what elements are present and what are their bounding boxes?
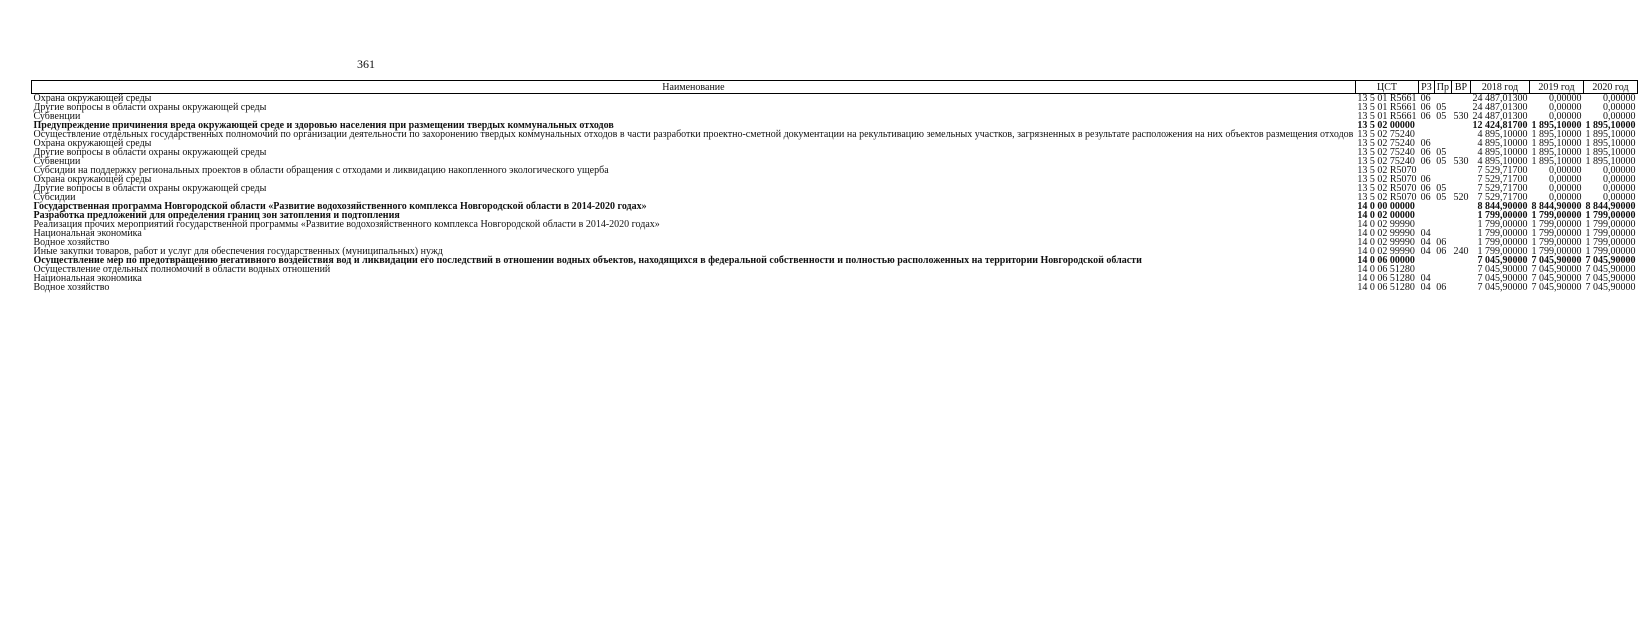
row-value-2019: 0,00000 bbox=[1549, 192, 1582, 203]
row-vr: 530 bbox=[1453, 111, 1469, 122]
row-pr: 06 bbox=[1436, 282, 1447, 293]
row-name: Водное хозяйство bbox=[33, 282, 110, 293]
row-name: Охрана окружающей среды bbox=[33, 138, 152, 149]
row-value-2020: 0,00000 bbox=[1603, 192, 1636, 203]
row-value-2019: 7 045,90000 bbox=[1531, 273, 1582, 284]
row-vr bbox=[1452, 175, 1471, 184]
row-value-2020: 1 895,10000 bbox=[1585, 147, 1636, 158]
row-pr: 05 bbox=[1436, 183, 1447, 194]
row-pr: 05 bbox=[1436, 192, 1447, 203]
row-name: Водное хозяйство bbox=[33, 237, 110, 248]
row-name: Субвенции bbox=[33, 156, 81, 167]
row-vr bbox=[1452, 130, 1471, 139]
row-rz: 04 bbox=[1420, 228, 1431, 239]
row-value-2018: 7 529,71700 bbox=[1477, 174, 1528, 185]
row-vr bbox=[1452, 211, 1471, 220]
row-name: Охрана окружающей среды bbox=[33, 93, 152, 104]
row-name: Субсидии bbox=[33, 192, 76, 203]
row-cst: 13 5 02 R5070 bbox=[1357, 192, 1417, 203]
row-cst: 14 0 06 00000 bbox=[1357, 255, 1415, 266]
row-name: Субсидии на поддержку региональных проектов в области обращения с отходами и ликвидацию накопленного экологического ущерба bbox=[33, 165, 609, 176]
row-value-2019: 1 799,00000 bbox=[1531, 246, 1582, 257]
row-cst: 14 0 06 51280 bbox=[1357, 273, 1415, 284]
row-pr bbox=[1434, 220, 1451, 229]
row-cst: 13 5 02 R5070 bbox=[1357, 174, 1417, 185]
row-value-2020: 0,00000 bbox=[1603, 102, 1636, 113]
row-value-2020: 0,00000 bbox=[1603, 111, 1636, 122]
row-value-2019: 1 895,10000 bbox=[1531, 129, 1582, 140]
row-value-2019: 1 895,10000 bbox=[1531, 156, 1582, 167]
row-value-2020: 0,00000 bbox=[1603, 165, 1636, 176]
row-value-2018: 1 799,00000 bbox=[1477, 246, 1528, 257]
header-row bbox=[32, 81, 1638, 94]
column-header-cst: ЦСТ bbox=[1355, 81, 1418, 94]
row-value-2019: 0,00000 bbox=[1549, 165, 1582, 176]
row-value-2020: 7 045,90000 bbox=[1585, 282, 1636, 293]
row-value-2018: 24 487,01300 bbox=[1472, 102, 1528, 113]
row-value-2020: 8 844,90000 bbox=[1585, 201, 1636, 212]
table-row bbox=[32, 283, 1638, 292]
column-header-2018: 2018 год bbox=[1471, 81, 1530, 94]
row-value-2018: 4 895,10000 bbox=[1477, 129, 1528, 140]
row-name: Осуществление отдельных полномочий в области водных отношений bbox=[33, 264, 331, 275]
row-value-2019: 1 799,00000 bbox=[1531, 210, 1582, 221]
row-value-2019: 1 895,10000 bbox=[1531, 147, 1582, 158]
row-name: Осуществление мер по предотвращению негативного воздействия вод и ликвидации его последствий в отношении водных объектов, находящихся в федеральной собственности и полностью расположенных на территории Новгородской области bbox=[33, 255, 1142, 266]
row-rz: 06 bbox=[1420, 138, 1431, 149]
row-value-2020: 1 895,10000 bbox=[1585, 156, 1636, 167]
row-cst: 14 0 00 00000 bbox=[1357, 201, 1415, 212]
row-name: Другие вопросы в области охраны окружающей среды bbox=[33, 183, 267, 194]
row-name: Другие вопросы в области охраны окружающей среды bbox=[33, 147, 267, 158]
row-name: Разработка предложений для определения границ зон затопления и подтопления bbox=[33, 210, 400, 221]
row-value-2018: 7 529,71700 bbox=[1477, 192, 1528, 203]
row-name: Осуществление отдельных государственных полномочий по организации деятельности по захоронению твердых коммунальных отходов в части разработки проектно-сметной документации на рекультивацию земельных участков, загрязненных в результате расположения на них объектов размещения отходов bbox=[33, 129, 1354, 140]
column-header-name: Наименование bbox=[32, 81, 1356, 94]
row-pr bbox=[1434, 211, 1451, 220]
row-value-2018: 4 895,10000 bbox=[1477, 156, 1528, 167]
row-vr bbox=[1452, 229, 1471, 238]
row-pr bbox=[1434, 265, 1451, 274]
row-name: Национальная экономика bbox=[33, 273, 142, 284]
row-name: Субвенции bbox=[33, 111, 81, 122]
row-value-2020: 0,00000 bbox=[1603, 183, 1636, 194]
row-rz: 06 bbox=[1420, 156, 1431, 167]
row-value-2018: 4 895,10000 bbox=[1477, 138, 1528, 149]
row-name: Другие вопросы в области охраны окружающей среды bbox=[33, 102, 267, 113]
row-rz: 06 bbox=[1420, 93, 1431, 104]
row-pr: 05 bbox=[1436, 156, 1447, 167]
row-value-2019: 0,00000 bbox=[1549, 102, 1582, 113]
row-rz: 06 bbox=[1420, 111, 1431, 122]
row-value-2018: 1 799,00000 bbox=[1477, 228, 1528, 239]
row-cst: 13 5 02 75240 bbox=[1357, 156, 1415, 167]
row-value-2018: 1 799,00000 bbox=[1477, 237, 1528, 248]
row-vr: 520 bbox=[1453, 192, 1469, 203]
row-value-2020: 7 045,90000 bbox=[1585, 273, 1636, 284]
row-vr bbox=[1452, 265, 1471, 274]
row-cst: 14 0 06 51280 bbox=[1357, 282, 1415, 293]
row-value-2018: 7 045,90000 bbox=[1477, 282, 1528, 293]
row-vr bbox=[1452, 256, 1471, 265]
row-cst: 14 0 02 99990 bbox=[1357, 237, 1415, 248]
row-rz: 04 bbox=[1420, 282, 1431, 293]
page-number: 361 bbox=[357, 57, 375, 71]
row-cst: 13 5 01 R5661 bbox=[1357, 93, 1417, 104]
row-pr bbox=[1434, 121, 1451, 130]
row-rz bbox=[1419, 256, 1435, 265]
row-cst: 14 0 02 99990 bbox=[1357, 246, 1415, 257]
row-pr bbox=[1434, 166, 1451, 175]
row-vr bbox=[1452, 121, 1471, 130]
row-value-2019: 1 895,10000 bbox=[1531, 120, 1582, 131]
row-value-2019: 7 045,90000 bbox=[1531, 282, 1582, 293]
row-rz: 04 bbox=[1420, 237, 1431, 248]
row-cst: 13 5 02 75240 bbox=[1357, 138, 1415, 149]
row-value-2020: 0,00000 bbox=[1603, 174, 1636, 185]
row-value-2019: 0,00000 bbox=[1549, 93, 1582, 104]
row-rz: 06 bbox=[1420, 192, 1431, 203]
row-vr: 530 bbox=[1453, 156, 1469, 167]
row-value-2018: 7 045,90000 bbox=[1477, 273, 1528, 284]
row-name: Национальная экономика bbox=[33, 228, 142, 239]
row-value-2018: 8 844,90000 bbox=[1477, 201, 1528, 212]
row-value-2019: 1 799,00000 bbox=[1531, 228, 1582, 239]
column-header-2019: 2019 год bbox=[1530, 81, 1584, 94]
row-pr bbox=[1434, 130, 1451, 139]
row-rz: 06 bbox=[1420, 102, 1431, 113]
row-value-2018: 1 799,00000 bbox=[1477, 210, 1528, 221]
row-value-2019: 1 799,00000 bbox=[1531, 237, 1582, 248]
row-vr bbox=[1452, 166, 1471, 175]
row-rz: 06 bbox=[1420, 147, 1431, 158]
row-value-2019: 1 895,10000 bbox=[1531, 138, 1582, 149]
column-header-rz: РЗ bbox=[1419, 81, 1435, 94]
row-value-2019: 8 844,90000 bbox=[1531, 201, 1582, 212]
table-body bbox=[32, 94, 1638, 293]
row-cst: 13 5 02 00000 bbox=[1357, 120, 1415, 131]
row-pr bbox=[1434, 202, 1451, 211]
row-name: Государственная программа Новгородской области «Развитие водохозяйственного комплекса Новгородской области в 2014-2020 годах» bbox=[33, 201, 647, 212]
row-cst: 13 5 01 R5661 bbox=[1357, 111, 1417, 122]
row-value-2020: 1 895,10000 bbox=[1585, 129, 1636, 140]
budget-table bbox=[31, 80, 1638, 292]
row-value-2019: 7 045,90000 bbox=[1531, 255, 1582, 266]
row-cst: 13 5 01 R5661 bbox=[1357, 102, 1417, 113]
row-value-2020: 1 799,00000 bbox=[1585, 219, 1636, 230]
row-value-2020: 1 799,00000 bbox=[1585, 246, 1636, 257]
row-rz: 04 bbox=[1420, 246, 1431, 257]
row-vr: 240 bbox=[1453, 246, 1469, 257]
row-name: Реализация прочих мероприятий государственной программы «Развитие водохозяйственного комплекса Новгородской области в 2014-2020 годах» bbox=[33, 219, 660, 230]
row-value-2020: 1 799,00000 bbox=[1585, 210, 1636, 221]
row-value-2018: 24 487,01300 bbox=[1472, 111, 1528, 122]
row-cst: 13 5 02 R5070 bbox=[1357, 165, 1417, 176]
row-cst: 14 0 06 51280 bbox=[1357, 264, 1415, 275]
row-name: Предупреждение причинения вреда окружающей среде и здоровью населения при размещении твердых коммунальных отходов bbox=[33, 120, 614, 131]
row-vr bbox=[1452, 283, 1471, 292]
row-vr bbox=[1452, 94, 1471, 104]
row-value-2020: 1 799,00000 bbox=[1585, 237, 1636, 248]
row-value-2018: 7 045,90000 bbox=[1477, 264, 1528, 275]
row-vr bbox=[1452, 220, 1471, 229]
row-name: Иные закупки товаров, работ и услуг для обеспечения государственных (муниципальных) нужд bbox=[33, 246, 443, 257]
row-value-2018: 7 045,90000 bbox=[1477, 255, 1528, 266]
row-value-2020: 1 895,10000 bbox=[1585, 138, 1636, 149]
row-value-2020: 7 045,90000 bbox=[1585, 255, 1636, 266]
row-pr: 05 bbox=[1436, 147, 1447, 158]
row-pr: 05 bbox=[1436, 111, 1447, 122]
row-name: Охрана окружающей среды bbox=[33, 174, 152, 185]
row-value-2018: 7 529,71700 bbox=[1477, 183, 1528, 194]
row-vr bbox=[1452, 202, 1471, 211]
row-rz: 04 bbox=[1420, 273, 1431, 284]
row-cst: 14 0 02 00000 bbox=[1357, 210, 1415, 221]
row-vr bbox=[1452, 139, 1471, 148]
row-vr bbox=[1452, 274, 1471, 283]
row-value-2018: 7 529,71700 bbox=[1477, 165, 1528, 176]
row-value-2018: 24 487,01300 bbox=[1472, 93, 1528, 104]
row-pr: 05 bbox=[1436, 102, 1447, 113]
row-pr: 06 bbox=[1436, 237, 1447, 248]
row-value-2019: 1 799,00000 bbox=[1531, 219, 1582, 230]
column-header-vr: ВР bbox=[1452, 81, 1471, 94]
row-pr: 06 bbox=[1436, 246, 1447, 257]
row-value-2020: 0,00000 bbox=[1603, 93, 1636, 104]
row-value-2020: 1 799,00000 bbox=[1585, 228, 1636, 239]
row-value-2018: 1 799,00000 bbox=[1477, 219, 1528, 230]
row-value-2019: 0,00000 bbox=[1549, 183, 1582, 194]
row-cst: 13 5 02 75240 bbox=[1357, 129, 1415, 140]
row-rz bbox=[1419, 211, 1435, 220]
row-value-2020: 7 045,90000 bbox=[1585, 264, 1636, 275]
row-rz: 06 bbox=[1420, 174, 1431, 185]
row-value-2019: 7 045,90000 bbox=[1531, 264, 1582, 275]
row-value-2019: 0,00000 bbox=[1549, 111, 1582, 122]
row-pr bbox=[1434, 256, 1451, 265]
row-cst: 13 5 02 R5070 bbox=[1357, 183, 1417, 194]
row-value-2018: 12 424,81700 bbox=[1472, 120, 1528, 131]
row-cst: 14 0 02 99990 bbox=[1357, 219, 1415, 230]
row-value-2018: 4 895,10000 bbox=[1477, 147, 1528, 158]
row-rz bbox=[1419, 121, 1435, 130]
row-value-2020: 1 895,10000 bbox=[1585, 120, 1636, 131]
row-rz bbox=[1419, 202, 1435, 211]
column-header-2020: 2020 год bbox=[1584, 81, 1638, 94]
row-rz: 06 bbox=[1420, 183, 1431, 194]
column-header-pr: Пр bbox=[1434, 81, 1451, 94]
row-cst: 13 5 02 75240 bbox=[1357, 147, 1415, 158]
row-value-2019: 0,00000 bbox=[1549, 174, 1582, 185]
row-cst: 14 0 02 99990 bbox=[1357, 228, 1415, 239]
